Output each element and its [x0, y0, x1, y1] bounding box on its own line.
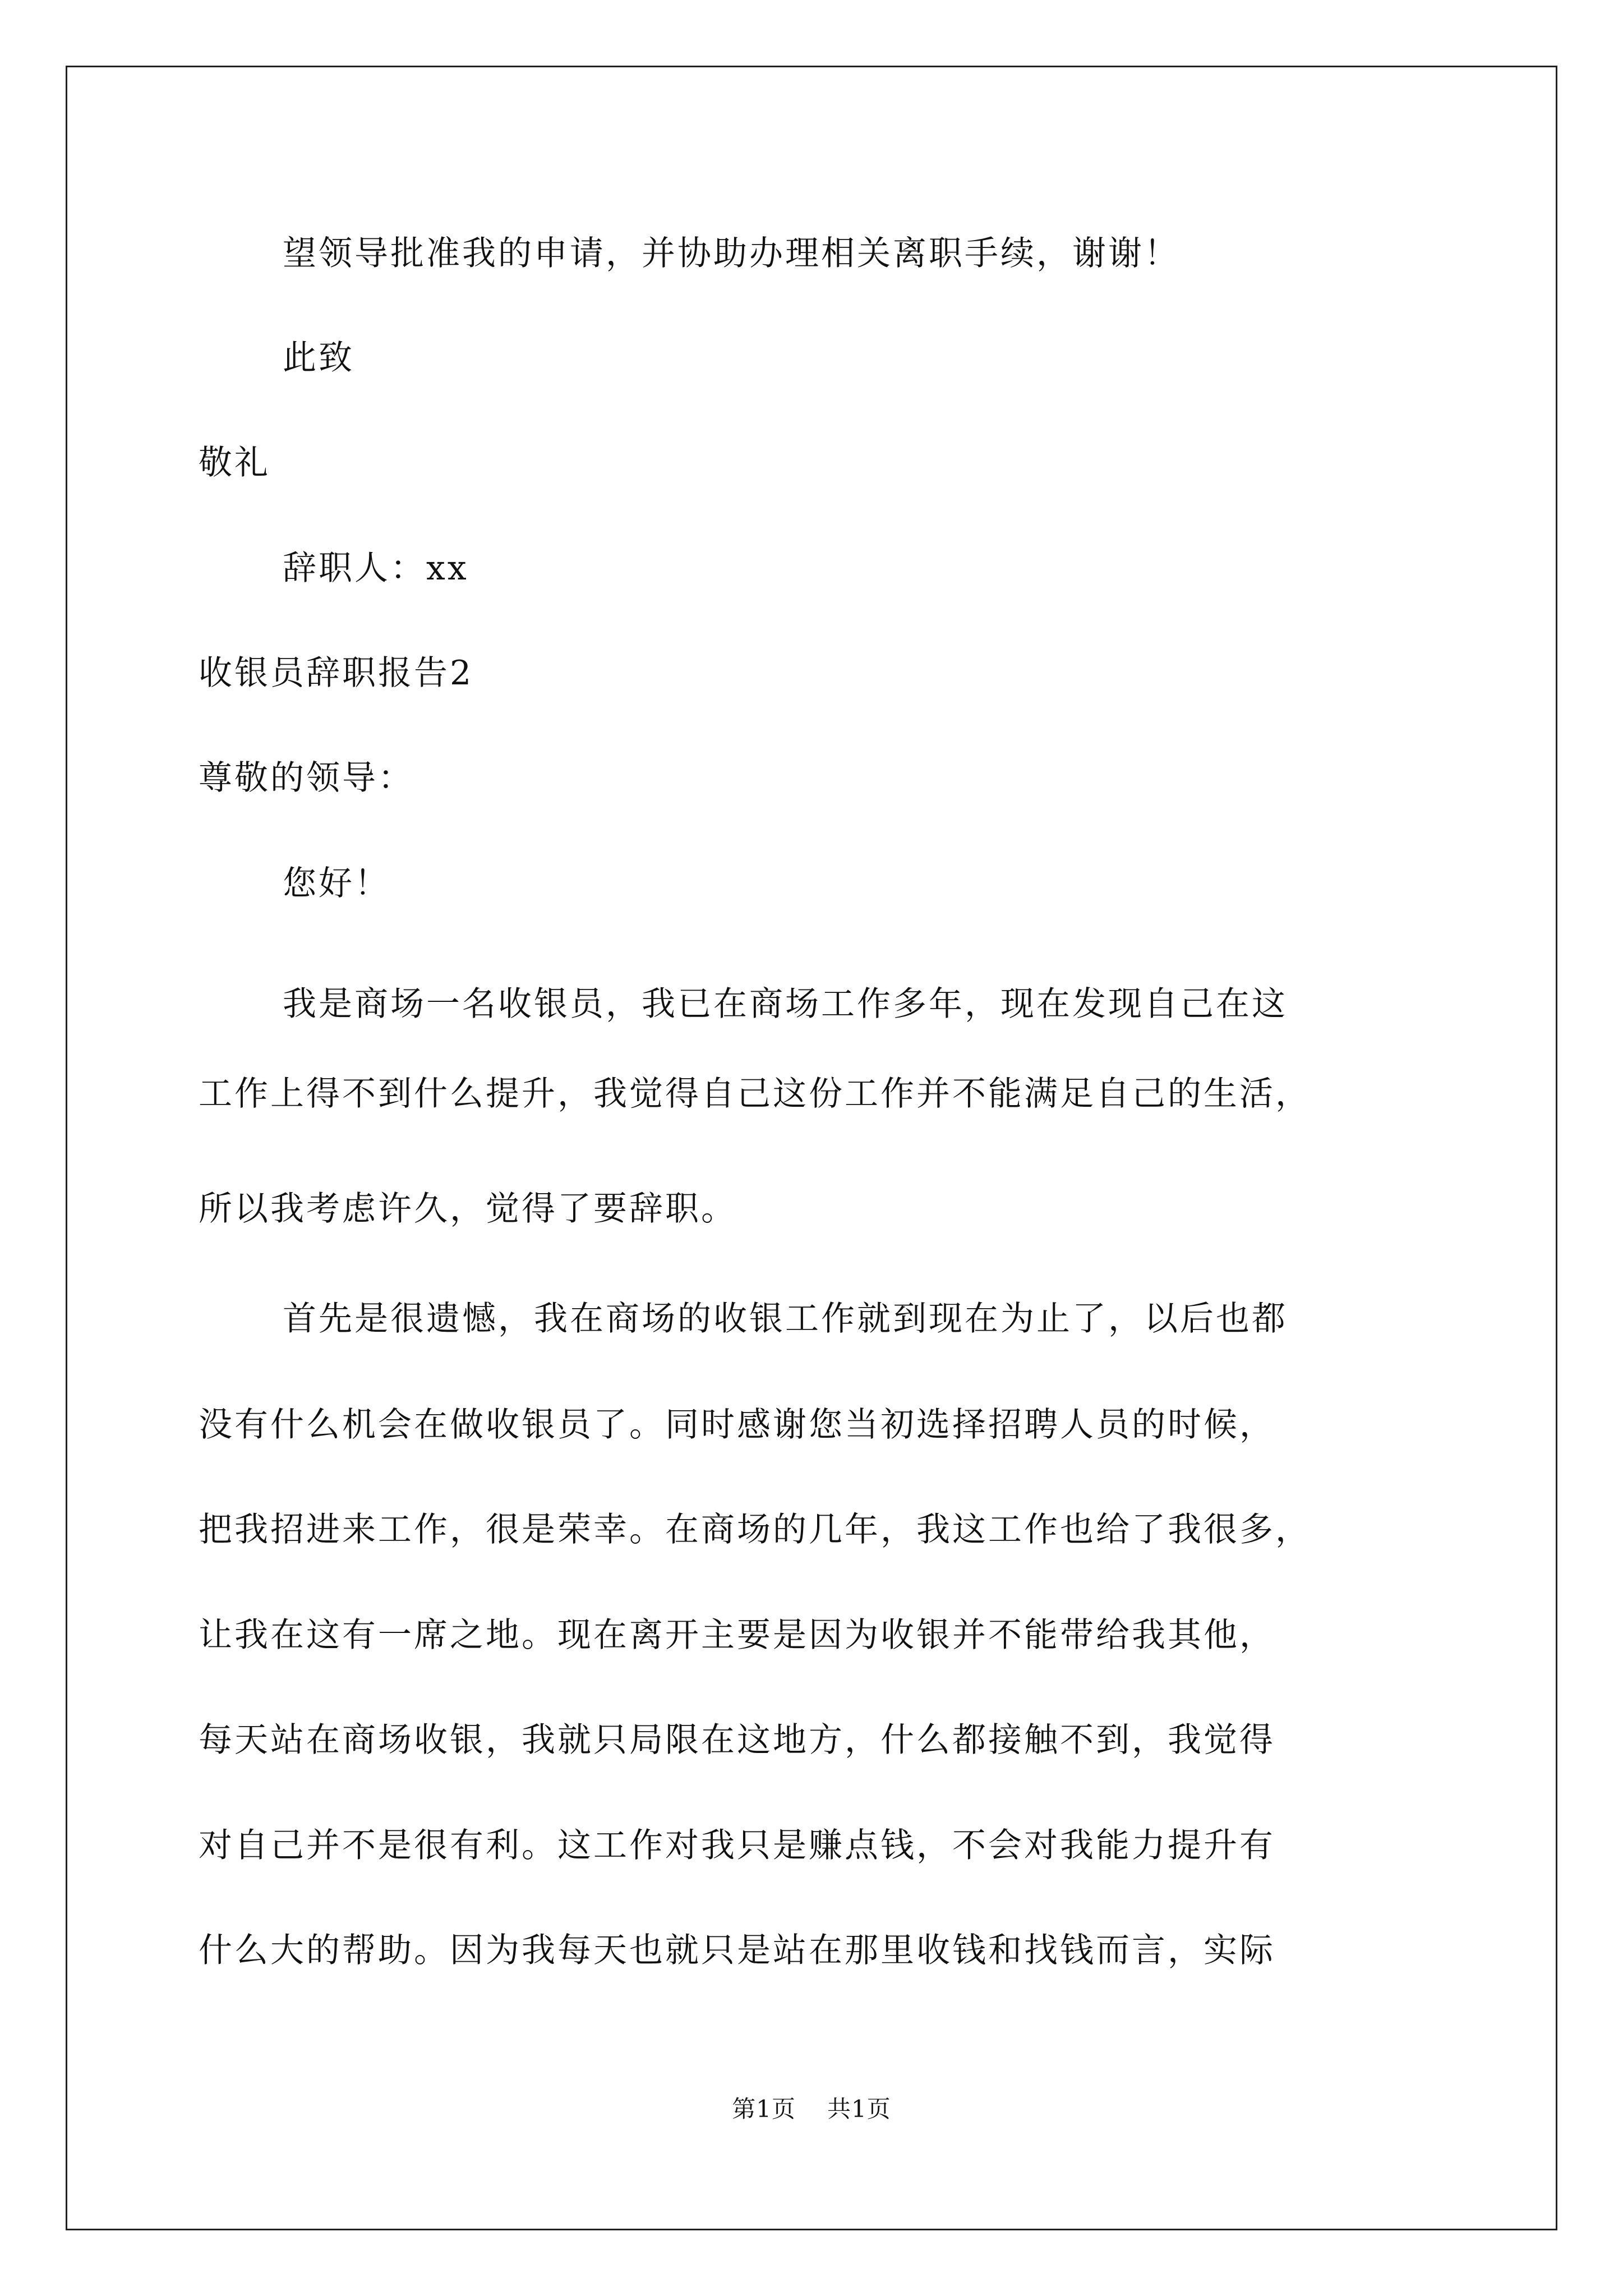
greeting-addressee: 尊敬的领导：	[199, 758, 414, 798]
paragraph-line: 没有什么机会在做收银员了。同时感谢您当初选择招聘人员的时候，	[199, 1405, 1275, 1444]
paragraph-line: 所以我考虑许久，觉得了要辞职。	[199, 1189, 737, 1228]
paragraph-line: 工作上得不到什么提升，我觉得自己这份工作并不能满足自己的生活，	[199, 1074, 1311, 1114]
page-border	[66, 66, 1557, 2230]
signature-line: 辞职人：xx	[283, 549, 469, 588]
paragraph-line: 我是商场一名收银员，我已在商场工作多年，现在发现自己在这	[283, 984, 1288, 1024]
page-total: 共1页	[827, 2095, 891, 2123]
salutation-jingli: 敬礼	[199, 443, 270, 482]
paragraph-line: 对自己并不是很有利。这工作对我只是赚点钱，不会对我能力提升有	[199, 1826, 1275, 1865]
page-number: 第1页	[732, 2095, 796, 2123]
closing-request-line: 望领导批准我的申请，并协助办理相关离职手续，谢谢！	[283, 234, 1180, 273]
section-title: 收银员辞职报告2	[199, 654, 474, 693]
paragraph-line: 把我招进来工作，很是荣幸。在商场的几年，我这工作也给了我很多，	[199, 1510, 1311, 1549]
page-footer	[0, 2092, 1623, 2126]
paragraph-line: 首先是很遗憾，我在商场的收银工作就到现在为止了，以后也都	[283, 1299, 1288, 1338]
paragraph-line: 让我在这有一席之地。现在离开主要是因为收银并不能带给我其他，	[199, 1616, 1275, 1655]
paragraph-line: 什么大的帮助。因为我每天也就只是站在那里收钱和找钱而言，实际	[199, 1931, 1275, 1970]
greeting-hello: 您好！	[283, 864, 390, 903]
salutation-cizhi: 此致	[283, 338, 354, 378]
paragraph-line: 每天站在商场收银，我就只局限在这地方，什么都接触不到，我觉得	[199, 1720, 1275, 1760]
